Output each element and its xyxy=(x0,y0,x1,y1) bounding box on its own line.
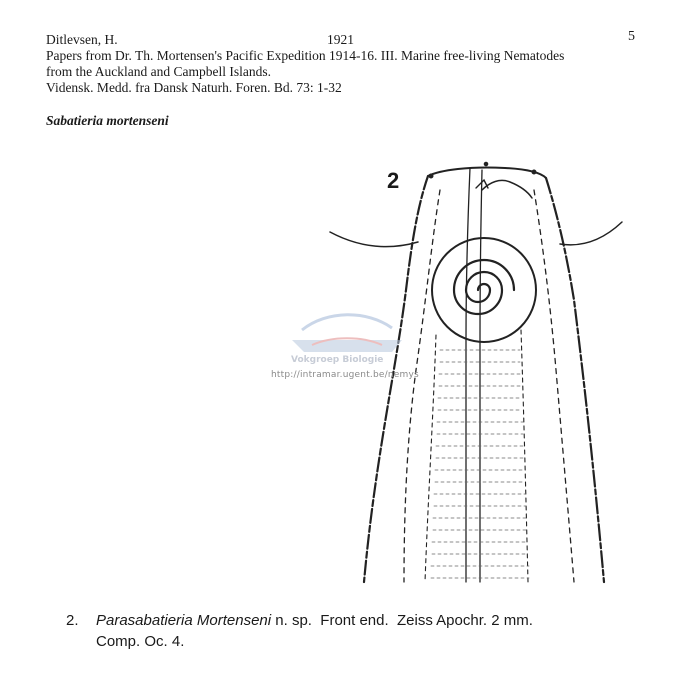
watermark-label: Vokgroep Biologie xyxy=(291,355,384,365)
lateral-seta-right xyxy=(560,222,622,245)
seta-dot-left xyxy=(429,174,433,178)
caption-line-2: Comp. Oc. 4. xyxy=(96,633,185,650)
head-outline xyxy=(428,167,546,178)
pharynx-outer-left xyxy=(425,335,436,582)
pharynx-left xyxy=(466,168,470,582)
caption-number: 2. xyxy=(66,612,79,629)
reference-line-2: from the Auckland and Campbell Islands. xyxy=(46,64,271,79)
page-number: 5 xyxy=(628,29,635,44)
seta-dot-right xyxy=(532,170,536,174)
pharynx-outer-right xyxy=(521,330,528,582)
body-wall-right xyxy=(546,178,604,582)
figure-caption xyxy=(66,610,533,652)
species-title: Sabatieria mortenseni xyxy=(46,113,169,128)
caption-species: Parasabatieria Mortenseni xyxy=(96,612,272,629)
inner-wall-left xyxy=(404,190,440,582)
amphid-spiral xyxy=(454,260,514,314)
stoma xyxy=(482,180,532,198)
publication-year: 1921 xyxy=(327,32,354,47)
caption-line-1 xyxy=(66,610,533,631)
pharynx-right xyxy=(480,170,482,582)
watermark-url: http://intramar.ugent.be/nemys xyxy=(271,370,419,380)
figure-label: 2 xyxy=(387,168,400,193)
lateral-seta-left xyxy=(330,232,418,247)
caption-text: n. sp. Front end. Zeiss Apochr. 2 mm. xyxy=(271,612,533,629)
seta-dot-top xyxy=(484,162,488,166)
reference-line-3: Vidensk. Medd. fra Dansk Naturh. Foren. Bd. 73: 1-32 xyxy=(46,80,342,95)
amphid-outer xyxy=(432,238,536,342)
inner-wall-right xyxy=(534,190,574,582)
author: Ditlevsen, H. xyxy=(46,32,118,47)
reference-line-1: Papers from Dr. Th. Mortensen's Pacific Expedition 1914-16. III. Marine free-living Nematodes xyxy=(46,48,565,63)
